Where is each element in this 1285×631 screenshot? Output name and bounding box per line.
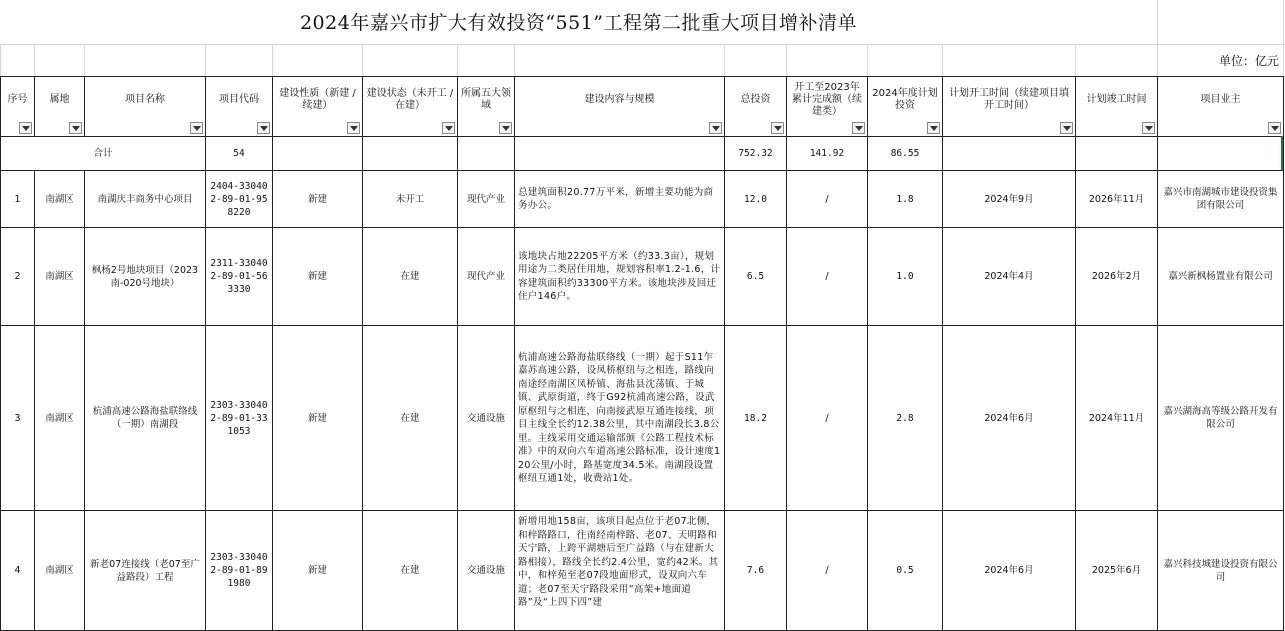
grid-line [1283, 0, 1284, 76]
header-owner-label: 项目业主 [1200, 93, 1241, 105]
header-end [1076, 77, 1158, 137]
header-name-label: 项目名称 [125, 93, 165, 105]
cell-completed[interactable]: / [787, 326, 868, 511]
header-completed [787, 77, 868, 137]
grid-line [457, 44, 458, 76]
header-area-label: 属地 [49, 93, 70, 105]
cell-code[interactable]: 2303-330402-89-01-891980 [206, 511, 273, 631]
filter-dropdown-icon[interactable] [852, 122, 865, 134]
cell-nature[interactable]: 新建 [273, 326, 363, 511]
cell-plan2024[interactable]: 1.0 [868, 228, 943, 326]
cell-nature[interactable]: 新建 [273, 228, 363, 326]
filter-dropdown-icon[interactable] [771, 122, 784, 134]
grid-line [272, 44, 273, 76]
cell-seq[interactable]: 2 [1, 228, 35, 326]
grid-line [724, 44, 725, 76]
cell-start[interactable]: 2024年9月 [943, 171, 1076, 228]
filter-dropdown-icon[interactable] [257, 122, 270, 134]
cell-status[interactable]: 在建 [363, 228, 458, 326]
cell-seq[interactable]: 4 [1, 511, 35, 631]
header-code-label: 项目代码 [219, 93, 259, 105]
header-status-label: 建设状态（未开工 /在建） [366, 87, 454, 111]
filter-dropdown-icon[interactable] [1268, 122, 1281, 134]
cell-status[interactable]: 未开工 [363, 171, 458, 228]
unit-label: 单位：亿元 [1218, 54, 1279, 68]
cell-nature[interactable]: 新建 [273, 511, 363, 631]
header-seq-label: 序号 [7, 93, 28, 105]
header-owner [1158, 77, 1284, 137]
cell-total[interactable]: 6.5 [725, 228, 787, 326]
table-cell[interactable] [363, 137, 458, 171]
header-end-label: 计划竣工时间 [1086, 93, 1147, 105]
grid-line [205, 44, 206, 76]
total-count[interactable]: 54 [206, 137, 273, 171]
cell-area[interactable]: 南湖区 [35, 511, 85, 631]
cell-field[interactable]: 交通设施 [458, 511, 515, 631]
total-label[interactable]: 合计 [1, 137, 206, 171]
grid-line [1157, 0, 1158, 76]
filter-dropdown-icon[interactable] [347, 122, 360, 134]
table-cell[interactable] [458, 137, 515, 171]
header-field [458, 77, 515, 137]
cell-field[interactable]: 现代产业 [458, 171, 515, 228]
table-row [1, 326, 1284, 511]
cell-area[interactable]: 南湖区 [35, 171, 85, 228]
header-status [363, 77, 458, 137]
table-row [1, 228, 1284, 326]
cell-nature[interactable]: 新建 [273, 171, 363, 228]
header-start-label: 计划开工时间（续建项目填开工时间） [949, 87, 1069, 111]
table-cell[interactable] [515, 137, 725, 171]
grid-line [514, 44, 515, 76]
grid-line [362, 44, 363, 76]
total-plan2024[interactable]: 86.55 [868, 137, 943, 171]
header-code [206, 77, 273, 137]
header-total [725, 77, 787, 137]
cell-owner[interactable]: 嘉兴市南湖城市建设投资集团有限公司 [1158, 171, 1284, 228]
table-cell[interactable] [273, 137, 363, 171]
grid-line [786, 44, 787, 76]
header-seq [1, 77, 35, 137]
cell-field[interactable]: 现代产业 [458, 228, 515, 326]
filter-dropdown-icon[interactable] [927, 122, 940, 134]
project-table [0, 76, 1284, 631]
cell-total[interactable]: 18.2 [725, 326, 787, 511]
table-cell[interactable] [943, 137, 1076, 171]
table-row [1, 171, 1284, 228]
table-cell[interactable] [1076, 137, 1158, 171]
cell-content[interactable]: 总建筑面积20.77万平米，新增主要功能为商务办公。 [515, 171, 725, 228]
grid-line [0, 44, 1, 76]
cell-plan2024[interactable]: 0.5 [868, 511, 943, 631]
grid-line [34, 44, 35, 76]
cell-start[interactable]: 2024年6月 [943, 511, 1076, 631]
table-cell[interactable] [1158, 137, 1284, 171]
cell-content[interactable]: 该地块占地22205平方米（约33.3亩），规划用途为二类居住用地，规划容积率1.2-1.6，计容建筑面积约33300平方米。该地块涉及回迁住户146户。 [515, 228, 725, 326]
cell-code[interactable]: 2404-330402-89-01-958220 [206, 171, 273, 228]
header-area [35, 77, 85, 137]
cell-start[interactable]: 2024年6月 [943, 326, 1076, 511]
grid-line [0, 44, 1285, 45]
cell-name[interactable]: 枫杨2号地块项目（2023南-020号地块） [85, 228, 206, 326]
total-row [1, 137, 1284, 171]
total-completed[interactable]: 141.92 [787, 137, 868, 171]
cell-area[interactable]: 南湖区 [35, 228, 85, 326]
cell-total[interactable]: 12.0 [725, 171, 787, 228]
header-completed-label: 开工至2023年累计完成额（续建类） [792, 81, 862, 117]
filter-dropdown-icon[interactable] [19, 122, 32, 134]
cell-content-text: 新增用地158亩，该项目起点位于老07北侧，和梓路路口，往南经南梓路、老07、天明路和天宁路，上跨平湖塘后至广益路（与在建新大路相接），路线全长约2.4公里，宽约42米。其中，和梓苑至老07段地面形式，设双向六车道；老07至天宁路段采用“高架+地面道路”及“上四下四”建 [518, 516, 719, 608]
table-row [1, 511, 1284, 631]
cell-field[interactable]: 交通设施 [458, 326, 515, 511]
cell-plan2024[interactable]: 2.8 [868, 326, 943, 511]
cell-content[interactable]: 杭浦高速公路海盐联络线（一期）起于S11乍嘉苏高速公路，设凤桥枢纽与之相连，路线向南途经南湖区凤桥镇、海盐县沈荡镇、于城镇、武原街道，终于G92杭浦高速公路，设武原枢纽与之相连，向南接武原互通连接线，项目主线全长约12.38公里，其中南湖段长3.8公里。主线采用交通运输部颁《公路工程技术标准》中的双向六车道高速公路标准，设计速度120公里/小时，路基宽度34.5米。南湖段设置枢纽互通1处，收费站1处。 [515, 326, 725, 511]
cell-seq[interactable]: 1 [1, 171, 35, 228]
cell-code[interactable]: 2303-330402-89-01-331053 [206, 326, 273, 511]
cell-end[interactable]: 2026年2月 [1076, 228, 1158, 326]
filter-dropdown-icon[interactable] [442, 122, 455, 134]
cell-code[interactable]: 2311-330402-89-01-563330 [206, 228, 273, 326]
cell-selection-indicator [1281, 136, 1283, 170]
cell-completed[interactable]: / [787, 228, 868, 326]
cell-total[interactable]: 7.6 [725, 511, 787, 631]
cell-owner[interactable]: 嘉兴科技城建设投资有限公司 [1158, 511, 1284, 631]
cell-completed[interactable]: / [787, 171, 868, 228]
cell-name[interactable]: 新老07连接线（老07至广益路段）工程 [85, 511, 206, 631]
cell-status[interactable]: 在建 [363, 511, 458, 631]
header-total-label: 总投资 [740, 93, 771, 105]
cell-name[interactable]: 南湖庆丰商务中心项目 [85, 171, 206, 228]
total-investment[interactable]: 752.32 [725, 137, 787, 171]
cell-end[interactable]: 2026年11月 [1076, 171, 1158, 228]
cell-completed[interactable]: / [787, 511, 868, 631]
cell-start[interactable]: 2024年4月 [943, 228, 1076, 326]
grid-line [1075, 44, 1076, 76]
header-plan2024-label: 2024年度计划投资 [872, 87, 938, 111]
filter-dropdown-icon[interactable] [69, 122, 82, 134]
cell-seq[interactable]: 3 [1, 326, 35, 511]
filter-dropdown-icon[interactable] [709, 122, 722, 134]
cell-end[interactable]: 2024年11月 [1076, 326, 1158, 511]
header-content-label: 建设内容与规模 [584, 93, 655, 105]
grid-line [942, 44, 943, 76]
header-field-label: 所属五大领域 [461, 87, 511, 111]
filter-dropdown-icon[interactable] [190, 122, 203, 134]
cell-owner[interactable]: 嘉兴湖海高等级公路开发有限公司 [1158, 326, 1284, 511]
header-content [515, 77, 725, 137]
header-nature [273, 77, 363, 137]
cell-status[interactable]: 在建 [363, 326, 458, 511]
cell-end[interactable]: 2025年6月 [1076, 511, 1158, 631]
header-plan2024 [868, 77, 943, 137]
cell-owner[interactable]: 嘉兴新枫杨置业有限公司 [1158, 228, 1284, 326]
cell-area[interactable]: 南湖区 [35, 326, 85, 511]
header-name [85, 77, 206, 137]
header-nature-label: 建设性质（新建 / 续建） [279, 87, 356, 111]
header-start [943, 77, 1076, 137]
cell-plan2024[interactable]: 1.8 [868, 171, 943, 228]
cell-content[interactable] [515, 511, 725, 631]
filter-dropdown-icon[interactable] [1142, 122, 1155, 134]
grid-line [867, 44, 868, 76]
header-row [1, 77, 1284, 137]
document-title: 2024年嘉兴市扩大有效投资“551”工程第二批重大项目增补清单 [299, 12, 858, 34]
grid-line [84, 44, 85, 76]
filter-dropdown-icon[interactable] [499, 122, 512, 134]
cell-name[interactable]: 杭浦高速公路海盐联络线（一期）南湖段 [85, 326, 206, 511]
filter-dropdown-icon[interactable] [1060, 122, 1073, 134]
